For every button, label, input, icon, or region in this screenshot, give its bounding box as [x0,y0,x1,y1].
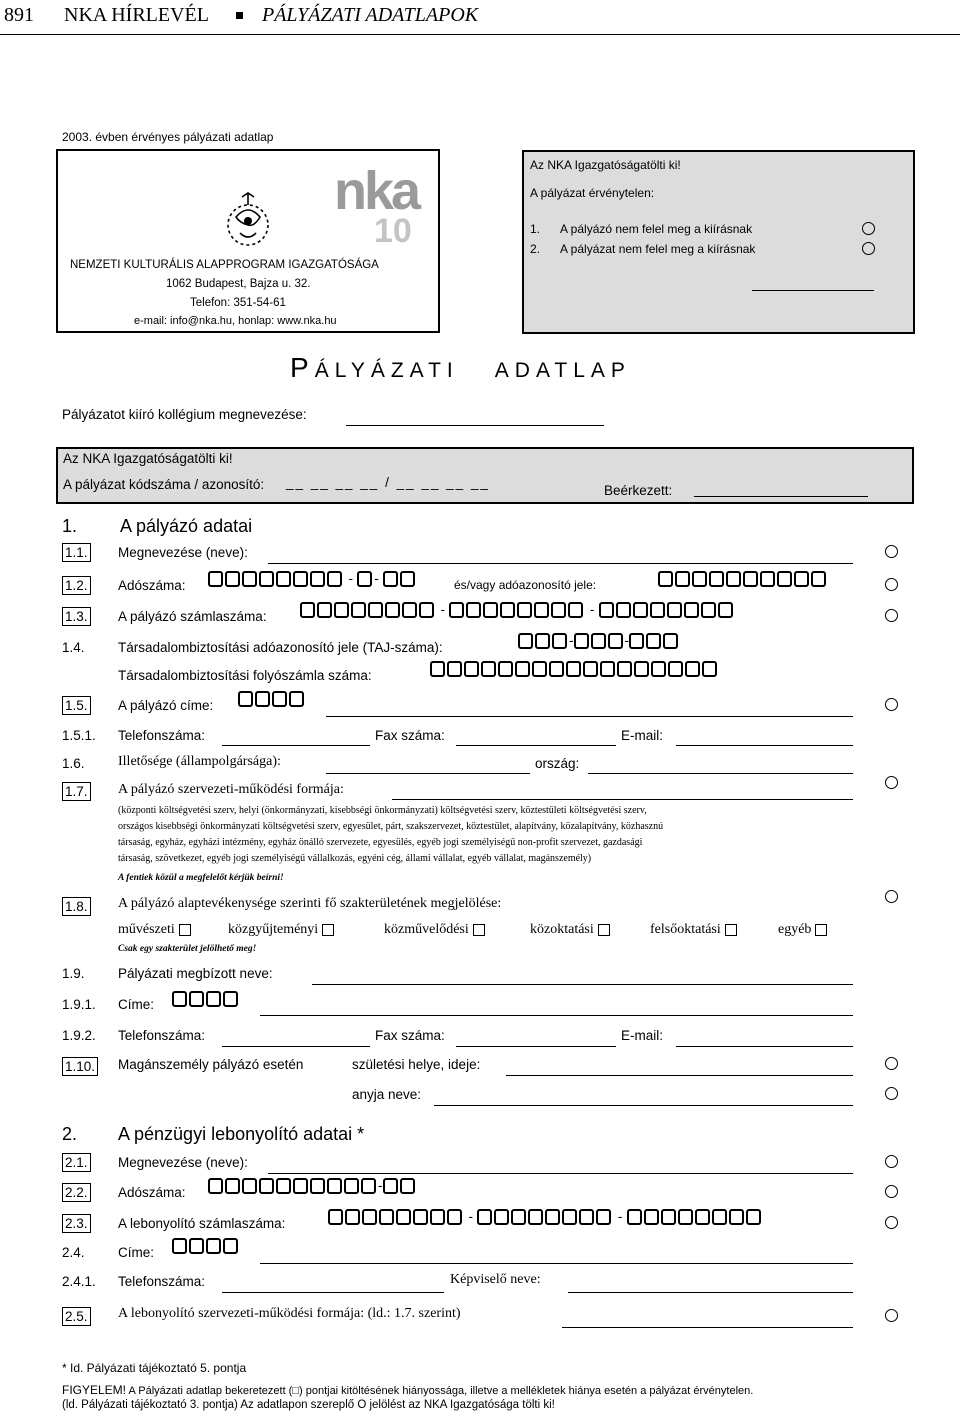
row-1-9-num: 1.9. [62,966,85,981]
option-kozgyujtemenyi[interactable]: közgyűjteményi [228,922,334,938]
row-2-2-label: Adószáma: [118,1185,186,1200]
row-1-7-note5: A fentiek közül a megfelelőt kérjük beírni! [118,873,284,883]
row-1-10-mother: anyja neve: [352,1087,422,1102]
row-1-2-circle[interactable] [885,578,898,591]
row-1-3-label: A pályázó számlaszáma: [118,609,267,624]
row-1-1-circle[interactable] [885,545,898,558]
checkbox-muveszeti [179,924,191,936]
row-1-10-label: Magánszemély pályázó esetén [118,1057,304,1072]
row-1-5-circle[interactable] [885,698,898,711]
row-1-7-line[interactable] [392,799,853,800]
row-1-5-1-phone: Telefonszáma: [118,728,206,743]
office-box2-title: Az NKA Igazgatóságatölti ki! [63,451,233,466]
row-1-3-boxes[interactable]: - - [300,601,735,619]
code-label: A pályázat kódszáma / azonosító: [63,477,265,492]
checkbox-kozgyujtemenyi [322,924,334,936]
row-2-4-boxes[interactable] [172,1237,240,1255]
row-1-5-num: 1.5. [62,696,91,715]
row-2-1-label: Megnevezése (neve): [118,1155,248,1170]
reason-1-num: 1. [530,222,541,236]
row-1-5-line[interactable] [326,716,853,717]
office-box-title: Az NKA Igazgatóságatölti ki! [530,158,681,172]
row-2-3-label: A lebonyolító számlaszáma: [118,1216,286,1231]
received-label: Beérkezett: [604,483,673,498]
invalid-label: A pályázat érvénytelen: [530,186,655,200]
reason-2-num: 2. [530,242,541,256]
row-1-7-note2: országos kisebbségi önkormányzati költségvetési szerv, egyesület, párt, szakszervezet, köztestület, alapítvány, közalapítvány, közhasznú [118,821,664,832]
row-2-1-circle[interactable] [885,1155,898,1168]
row-1-7-note4: társaság, szövetkezet, egyéb jogi személyiségű vállalkozás, egyéni cég, állami vállalat, egyéb vállalat, magánszemély) [118,853,592,864]
received-line[interactable] [694,496,868,497]
org-address: 1062 Budapest, Bajza u. 32. [166,278,311,290]
row-1-9-1-line[interactable] [260,1015,853,1016]
reason-2-circle[interactable] [862,242,875,255]
form-title-second: ADATLAP [494,359,631,382]
logo-box [56,149,440,333]
row-2-4-1-phone: Telefonszáma: [118,1274,206,1289]
row-2-4-1-phone-line[interactable] [222,1292,444,1293]
row-2-2-num: 2.2. [62,1183,91,1202]
row-2-5-circle[interactable] [885,1309,898,1322]
kollegium-line[interactable] [346,425,604,426]
row-1-10-mother-circle[interactable] [885,1087,898,1100]
row-1-10-circle[interactable] [885,1057,898,1070]
fax-line[interactable] [456,745,616,746]
mother-line[interactable] [434,1105,853,1106]
code-mask[interactable]: __ __ __ __ / __ __ __ __ [286,475,490,490]
row-2-4-num: 2.4. [62,1245,85,1260]
row-1-8-num: 1.8. [62,897,91,916]
org-email: e-mail: info@nka.hu, honlap: www.nka.hu [134,315,337,327]
row-2-4-line[interactable] [260,1263,853,1264]
warning-text-1: A Pályázati adatlap bekeretezett (□) pontjai kitöltésének hiányossága, illetve a mellékletek hiánya esetén a pályázat érvénytelen. [128,1385,754,1397]
section2-title: A pénzügyi lebonyolító adatai * [118,1124,365,1144]
row-1-4-num: 1.4. [62,640,85,655]
row-1-4-label: Társadalombiztosítási adóazonosító jele (TAJ-száma): [118,640,443,655]
header-bullet [236,12,243,19]
row-1-6-label: Illetősége (állampolgársága): [118,754,281,769]
postcode-boxes[interactable] [238,690,306,708]
nka-logo-text: nka [334,161,419,221]
reason-1-text: A pályázó nem felel meg a kiírásnak [560,222,753,236]
option-kozmuvelodesi[interactable]: közművelődési [384,922,485,938]
row-1-4-label2: Társadalombiztosítási folyószámla száma: [118,668,372,683]
row-1-7-label: A pályázó szervezeti-működési formája: [118,782,344,797]
taj-boxes[interactable]: - - [518,632,680,650]
office-use-box [522,150,915,334]
row-1-2-boxes-2[interactable] [658,570,828,588]
row-2-3-boxes[interactable]: - - [328,1208,763,1226]
section-title: PÁLYÁZATI ADATLAPOK [262,4,479,26]
row-1-9-1-num: 1.9.1. [62,997,96,1012]
row-1-7-note1: (központi költségvetési szerv, helyi (önkormányzati, kisebbségi önkormányzati) költségvetési szerv, köztestületi költségvetési szerv, [118,805,647,816]
row-1-1-line[interactable] [268,563,853,564]
newsletter-name: NKA HÍRLEVÉL [64,4,209,26]
row-1-6-num: 1.6. [62,756,85,771]
row-2-4-label: Címe: [118,1245,155,1260]
header-rule [0,34,960,35]
phone-line[interactable] [222,745,370,746]
phone-line-2[interactable] [222,1046,370,1047]
row-1-7-circle[interactable] [885,776,898,789]
row-1-7-num: 1.7. [62,782,91,801]
row-1-7-note3: társaság, egyház, egyházi intézmény, egyház önálló szervezete, egyesülés, egyéb jogi személyiségű non-profit szervezet, gazdasági [118,837,643,848]
row-1-8-label: A pályázó alaptevékenysége szerinti fő szakterületének megjelölése: [118,896,502,911]
kollegium-label: Pályázatot kiíró kollégium megnevezése: [62,407,307,422]
warning-lead: FIGYELEM! [62,1383,127,1397]
row-1-5-label: A pályázó címe: [118,698,214,713]
checkbox-kozmuvelodesi [473,924,485,936]
row-1-10-num: 1.10. [62,1057,98,1076]
row-2-4-1-rep: Képviselő neve: [450,1272,541,1287]
row-1-5-1-fax: Fax száma: [375,728,445,743]
row-1-9-line[interactable] [312,984,853,985]
row-1-3-circle[interactable] [885,609,898,622]
birth-line[interactable] [506,1075,853,1076]
form-title [290,352,631,384]
rep-line[interactable] [568,1292,853,1293]
row-1-9-1-boxes[interactable] [172,990,240,1008]
tb-account-boxes[interactable] [430,660,719,678]
org-name: NEMZETI KULTURÁLIS ALAPPROGRAM IGAZGATÓSÁGA [70,259,379,271]
emblem-icon [218,187,278,259]
row-1-5-1-email: E-mail: [621,728,664,743]
row-2-4-1-num: 2.4.1. [62,1274,96,1289]
office-use-box-2 [56,447,914,504]
row-2-5-num: 2.5. [62,1307,91,1326]
row-1-9-2-phone: Telefonszáma: [118,1028,206,1043]
org-phone: Telefon: 351-54-61 [190,297,286,309]
row-1-2-boxes[interactable]: - - [208,570,417,588]
row-1-9-1-label: Címe: [118,997,155,1012]
section1-title: A pályázó adatai [120,516,253,536]
checkbox-felsooktatasi [725,924,737,936]
option-felsooktatasi[interactable]: felsőoktatási [650,922,737,938]
row-1-1-label: Megnevezése (neve): [118,545,248,560]
row-1-2-label: Adószáma: [118,578,186,593]
reason-1-circle[interactable] [862,222,875,235]
footnote-star: * Id. Pályázati tájékoztató 5. pontja [62,1361,247,1375]
footnote-warning-2: (ld. Pályázati tájékoztató 3. pontja) Az adatlapon szereplő O jelölést az NKA Igazgatósága tölti ki! [62,1399,555,1411]
row-1-8-note: Csak egy szakterület jelölhető meg! [118,944,257,954]
row-2-3-circle[interactable] [885,1216,898,1229]
row-1-6-country: ország: [535,756,580,771]
country-line[interactable] [588,773,853,774]
option-muveszeti[interactable]: művészeti [118,922,191,938]
row-1-9-2-fax: Fax száma: [375,1028,445,1043]
row-2-3-num: 2.3. [62,1214,91,1233]
footnote-warning-1 [62,1383,753,1397]
reason-2-text: A pályázat nem felel meg a kiírásnak [560,242,756,256]
row-1-10-birth: születési helye, ideje: [352,1057,481,1072]
form-title-initial: P [290,352,315,383]
row-1-2-num: 1.2. [62,576,91,595]
section1-num: 1. [62,516,78,536]
row-2-2-boxes[interactable]: - [208,1177,417,1195]
row-1-9-2-email: E-mail: [621,1028,664,1043]
checkbox-egyeb [815,924,827,936]
row-2-2-circle[interactable] [885,1185,898,1198]
validity-caption: 2003. évben érvényes pályázati adatlap [62,130,274,144]
row-1-9-2-num: 1.9.2. [62,1028,96,1043]
checkbox-kozoktatasi [598,924,610,936]
row-2-1-line[interactable] [268,1173,853,1174]
row-1-1-num: 1.1. [62,543,91,562]
nka-logo-number: 10 [374,212,412,250]
section2-num: 2. [62,1124,78,1144]
signature-line[interactable] [752,290,874,291]
email-line-2[interactable] [676,1046,853,1047]
row-1-5-1-num: 1.5.1. [62,728,96,743]
citizenship-line[interactable] [326,773,530,774]
option-egyeb[interactable]: egyéb [778,922,827,938]
row-2-1-num: 2.1. [62,1153,91,1172]
page-number: 891 [4,4,34,26]
row-1-8-circle[interactable] [885,890,898,903]
email-line[interactable] [676,745,853,746]
row-2-5-label: A lebonyolító szervezeti-működési formája: (ld.: 1.7. szerint) [118,1306,461,1321]
fax-line-2[interactable] [456,1046,616,1047]
row-1-3-num: 1.3. [62,607,91,626]
row-2-5-line[interactable] [562,1327,853,1328]
row-1-9-label: Pályázati megbízott neve: [118,966,273,981]
option-kozoktatasi[interactable]: közoktatási [530,922,610,938]
row-1-2-mid: és/vagy adóazonosító jele: [454,578,597,592]
form-title-rest: ÁLYÁZATI [314,359,459,382]
